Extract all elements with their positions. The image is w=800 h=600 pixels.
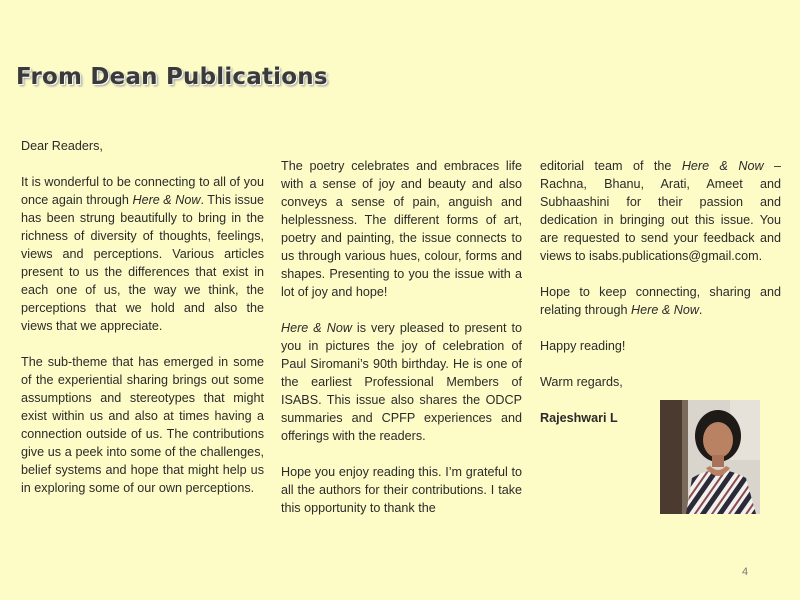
page-title: From Dean Publications: [16, 64, 328, 90]
paragraph-thanks: Hope you enjoy reading this. I’m grateful to all the authors for their contributions. I take this opportunity to thank the: [281, 465, 522, 515]
publication-name: Here & Now: [281, 321, 352, 335]
warm-regards: Warm regards,: [540, 375, 623, 389]
connecting-text-b: .: [698, 303, 703, 317]
paragraph-editorial-team: [540, 157, 781, 265]
portrait-illustration: [660, 400, 760, 514]
paragraph-sub-theme: The sub-theme that has emerged in some of the experiential sharing brings out some assumptions and stereotypes that might exist within us and also at times having a connection outside of us. The contributions give us a peek into some of the challenges, belief systems and hope that might help us in exploring some of our own perceptions.: [21, 355, 264, 495]
intro-text-b: . This issue has been strung beautifully to bring in the richness of diversity of thoughts, feelings, views and perceptions. Various articles present to us the differences that exist in each one of us, the way we think, the perceptions that we hold and also the views that we appreciate.: [21, 193, 264, 333]
paragraph-poetry: The poetry celebrates and embraces life with a sense of joy and beauty and also conveys a sense of pain, anguish and helplessness. The different forms of art, poetry and painting, the issue connects to us through various hues, colour, forms and shapes. Presenting to you the issue with a lot of joy and hope!: [281, 159, 522, 299]
paragraph-keep-connecting: [540, 283, 781, 319]
connecting-text-a: Hope to keep connecting, sharing and relating through: [540, 285, 781, 317]
paragraph-celebration: [281, 319, 522, 445]
column-2: [281, 157, 522, 535]
publication-name: Here & Now: [132, 193, 201, 207]
editorial-text-b: – Rachna, Bhanu, Arati, Ameet and Subhaashini for their passion and dedication in bringing out this issue. You are requested to send your feedback and views to isabs.publications@gmail.com.: [540, 159, 781, 263]
publication-name: Here & Now: [681, 159, 764, 173]
happy-reading: Happy reading!: [540, 339, 626, 353]
page-number: 4: [742, 566, 749, 578]
intro-text-a: It is wonderful to be connecting to all of you once again through: [21, 175, 264, 207]
column-1: [21, 137, 264, 515]
salutation: Dear Readers,: [21, 139, 103, 153]
publication-name: Here & Now: [631, 303, 699, 317]
paragraph-intro: [21, 173, 264, 335]
editorial-text-a: editorial team of the: [540, 159, 682, 173]
signature-name: Rajeshwari L: [540, 411, 618, 425]
celebration-text: is very pleased to present to you in pictures the joy of celebration of Paul Siromani’s 90th birthday. He is one of the earliest Professional Members of ISABS. This issue also shares the ODCP summaries and CPFP experiences and offerings with the readers.: [281, 321, 522, 443]
author-portrait-photo: [660, 400, 760, 514]
